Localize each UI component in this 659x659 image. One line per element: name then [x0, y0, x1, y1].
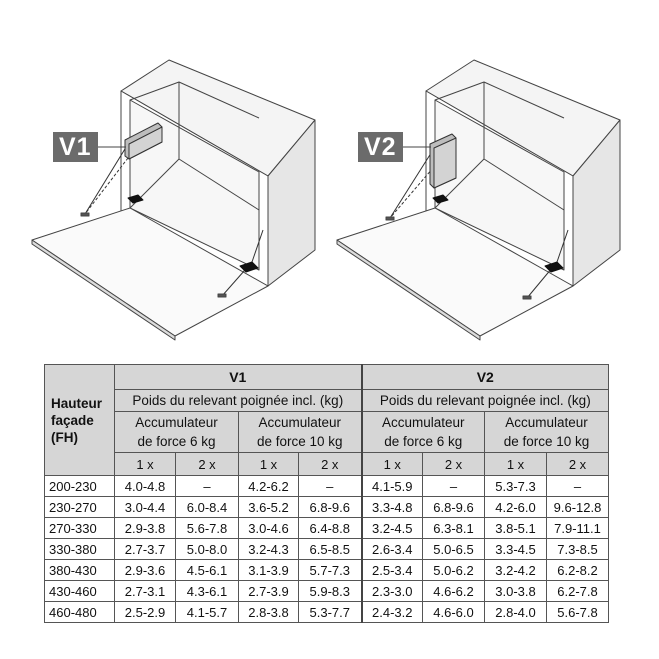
weight-range-cell: 3.8-5.1 [485, 518, 547, 539]
weight-range-cell: 4.6-6.2 [423, 581, 485, 602]
accumulator-force: de force 6 kg [384, 434, 463, 449]
count-header: 1 x [362, 453, 423, 476]
weight-range-cell: 6.2-7.8 [547, 581, 609, 602]
weight-range-cell: 5.3-7.3 [485, 476, 547, 497]
table-row [45, 518, 609, 539]
row-header-line-1: Hauteur [51, 395, 103, 411]
weight-range-cell: 3.6-5.2 [239, 497, 299, 518]
weight-range-cell: 6.8-9.6 [299, 497, 362, 518]
weight-range-cell: 4.1-5.9 [362, 476, 423, 497]
weight-range-cell: 2.7-3.1 [115, 581, 176, 602]
weight-range-cell: – [423, 476, 485, 497]
table-row [45, 581, 609, 602]
weight-range-cell: 3.2-4.2 [485, 560, 547, 581]
weight-range-cell: 3.0-4.6 [239, 518, 299, 539]
weight-range-cell: – [299, 476, 362, 497]
weight-range-cell: 6.3-8.1 [423, 518, 485, 539]
weight-range-cell: 2.7-3.9 [239, 581, 299, 602]
weight-range-cell: 4.3-6.1 [176, 581, 239, 602]
weight-range-cell: 2.8-4.0 [485, 602, 547, 623]
weight-range-cell: 3.2-4.5 [362, 518, 423, 539]
accumulator-10kg-v1 [239, 412, 362, 453]
weight-range-cell: 5.3-7.7 [299, 602, 362, 623]
weight-range-cell: 6.0-8.4 [176, 497, 239, 518]
weight-range-cell: 2.5-3.4 [362, 560, 423, 581]
weight-range-cell: 2.7-3.7 [115, 539, 176, 560]
weight-range-cell: 9.6-12.8 [547, 497, 609, 518]
weight-range-cell: 5.0-6.5 [423, 539, 485, 560]
weight-range-cell: 2.9-3.6 [115, 560, 176, 581]
weight-subheader-v2: Poids du relevant poignée incl. (kg) [362, 390, 609, 412]
table-row [45, 476, 609, 497]
weight-range-cell: 5.7-7.3 [299, 560, 362, 581]
weight-range-cell: 2.6-3.4 [362, 539, 423, 560]
weight-range-cell: 3.0-3.8 [485, 581, 547, 602]
cabinet-v1 [32, 60, 315, 340]
weight-range-cell: 2.9-3.8 [115, 518, 176, 539]
count-header: 1 x [239, 453, 299, 476]
accumulator-force: de force 6 kg [137, 434, 216, 449]
accumulator-label: Accumulateur [381, 415, 465, 430]
facade-height-cell: 430-460 [45, 581, 115, 602]
weight-range-cell: 5.0-6.2 [423, 560, 485, 581]
variant-header-v1: V1 [115, 365, 362, 390]
table-row [45, 560, 609, 581]
weight-range-cell: 2.5-2.9 [115, 602, 176, 623]
row-header-line-3: (FH) [51, 429, 78, 445]
weight-subheader-v1: Poids du relevant poignée incl. (kg) [115, 390, 362, 412]
count-header: 2 x [547, 453, 609, 476]
count-header: 2 x [176, 453, 239, 476]
weight-range-cell: 2.4-3.2 [362, 602, 423, 623]
facade-height-header [45, 365, 115, 476]
facade-height-cell: 330-380 [45, 539, 115, 560]
weight-range-cell: 5.6-7.8 [547, 602, 609, 623]
variant-header-v2: V2 [362, 365, 609, 390]
variant-label-v1: V1 [53, 132, 98, 162]
accumulator-force: de force 10 kg [256, 434, 343, 449]
facade-height-cell: 230-270 [45, 497, 115, 518]
accumulator-6kg-v2 [362, 412, 485, 453]
weight-range-cell: 3.0-4.4 [115, 497, 176, 518]
weight-range-cell: 4.0-4.8 [115, 476, 176, 497]
count-header: 2 x [299, 453, 362, 476]
weight-range-cell: 5.0-8.0 [176, 539, 239, 560]
accumulator-6kg-v1 [115, 412, 239, 453]
weight-range-cell: 2.3-3.0 [362, 581, 423, 602]
weight-range-cell: 3.2-4.3 [239, 539, 299, 560]
weight-range-cell: 6.8-9.6 [423, 497, 485, 518]
weight-range-cell: 4.1-5.7 [176, 602, 239, 623]
accumulator-label: Accumulateur [258, 415, 342, 430]
weight-range-cell: 7.3-8.5 [547, 539, 609, 560]
weight-range-cell: – [547, 476, 609, 497]
accumulator-10kg-v2 [485, 412, 609, 453]
table-row [45, 497, 609, 518]
weight-range-cell: 4.5-6.1 [176, 560, 239, 581]
weight-range-cell: 5.9-8.3 [299, 581, 362, 602]
table-row [45, 539, 609, 560]
facade-height-cell: 460-480 [45, 602, 115, 623]
weight-range-cell: 2.8-3.8 [239, 602, 299, 623]
accumulator-label: Accumulateur [505, 415, 588, 430]
count-header: 1 x [485, 453, 547, 476]
weight-range-cell: 6.5-8.5 [299, 539, 362, 560]
accumulator-label: Accumulateur [135, 415, 218, 430]
weight-range-cell: 6.2-8.2 [547, 560, 609, 581]
facade-height-cell: 200-230 [45, 476, 115, 497]
count-header: 1 x [115, 453, 176, 476]
weight-range-cell: – [176, 476, 239, 497]
weight-range-cell: 3.1-3.9 [239, 560, 299, 581]
facade-height-cell: 380-430 [45, 560, 115, 581]
weight-range-cell: 7.9-11.1 [547, 518, 609, 539]
weight-range-cell: 4.6-6.0 [423, 602, 485, 623]
table-body [45, 476, 609, 623]
accumulator-force: de force 10 kg [503, 434, 590, 449]
facade-height-cell: 270-330 [45, 518, 115, 539]
weight-range-cell: 4.2-6.2 [239, 476, 299, 497]
table-row [45, 602, 609, 623]
variant-label-v2: V2 [358, 132, 403, 162]
weight-range-cell: 4.2-6.0 [485, 497, 547, 518]
force-spec-table [44, 364, 609, 623]
count-header: 2 x [423, 453, 485, 476]
weight-range-cell: 3.3-4.8 [362, 497, 423, 518]
weight-range-cell: 5.6-7.8 [176, 518, 239, 539]
cabinet-v2 [337, 60, 620, 340]
row-header-line-2: façade [51, 412, 94, 428]
weight-range-cell: 6.4-8.8 [299, 518, 362, 539]
weight-range-cell: 3.3-4.5 [485, 539, 547, 560]
